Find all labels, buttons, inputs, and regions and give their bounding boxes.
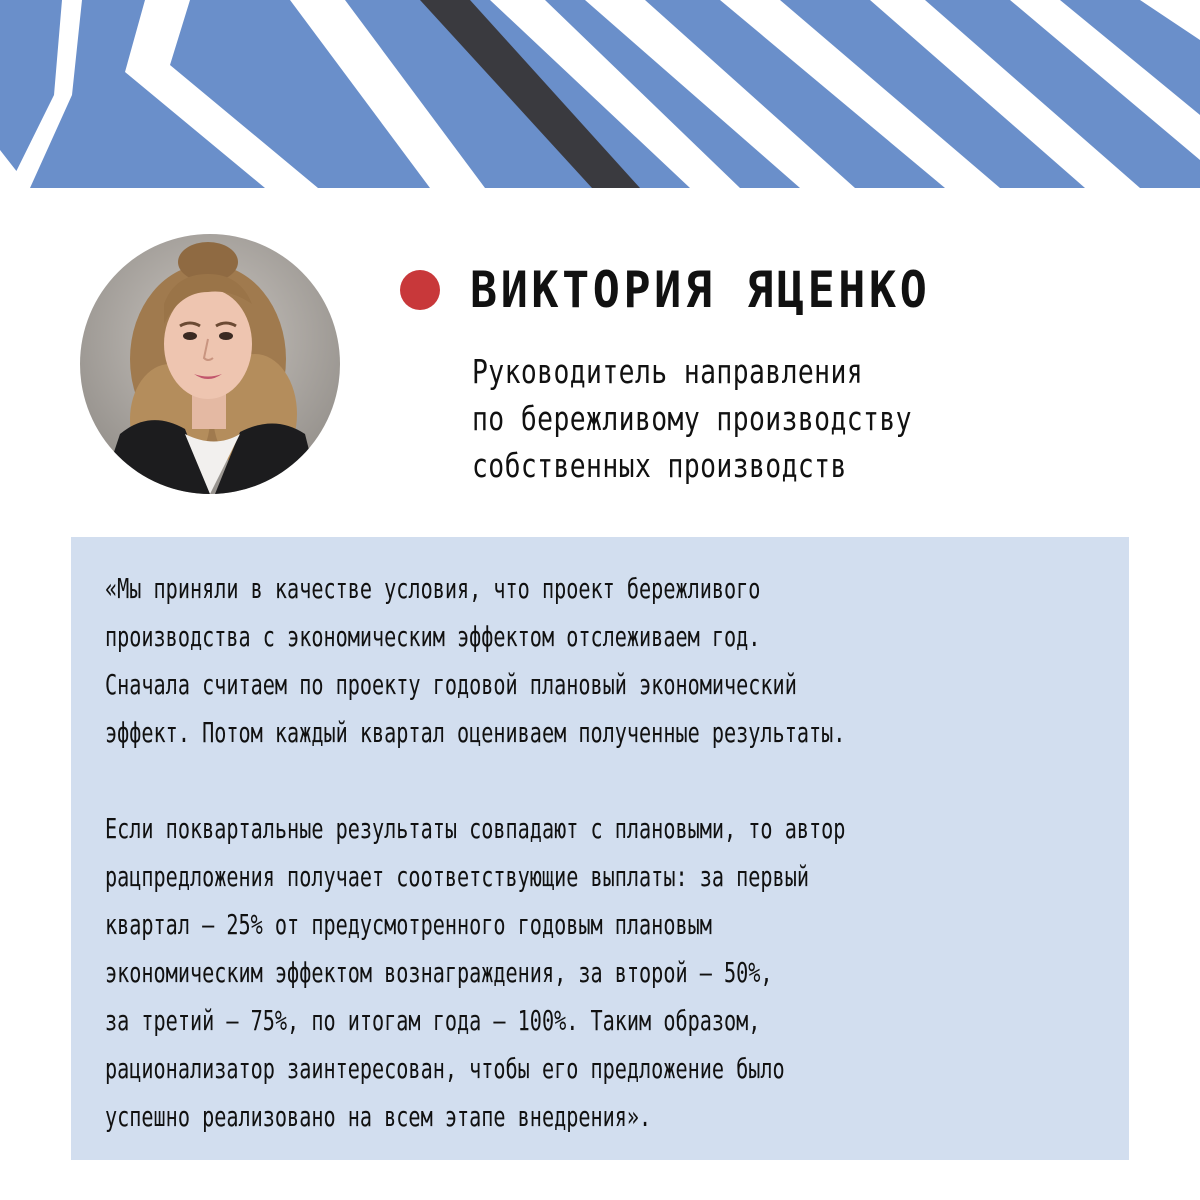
speaker-name: ВИКТОРИЯ ЯЦЕНКО	[470, 261, 931, 319]
speaker-role	[472, 348, 1152, 489]
quote-line: успешно реализовано на всем этапе внедрения».	[105, 1100, 652, 1133]
chevron-stripes-graphic	[0, 0, 1200, 188]
quote-line: за третий – 75%, по итогам года – 100%. Таким образом,	[105, 1004, 761, 1037]
speaker-name-row	[400, 262, 982, 318]
speaker-role-line: Руководитель направления	[472, 352, 864, 391]
quote-box	[71, 537, 1129, 1160]
quote-line: Если поквартальные результаты совпадают с плановыми, то автор	[105, 812, 846, 845]
avatar	[80, 234, 340, 494]
paragraph-gap	[105, 757, 1105, 805]
quote-line: Сначала считаем по проекту годовой плановый экономический	[105, 668, 797, 701]
quote-line: рационализатор заинтересован, чтобы его предложение было	[105, 1052, 785, 1085]
speaker-role-line: собственных производств	[472, 446, 847, 485]
portrait-illustration	[80, 234, 340, 494]
quote-line: «Мы приняли в качестве условия, что проект бережливого	[105, 572, 761, 605]
quote-text	[105, 565, 1105, 1141]
header-banner	[0, 0, 1200, 188]
quote-line: эффект. Потом каждый квартал оцениваем полученные результаты.	[105, 716, 846, 749]
quote-line: рацпредложения получает соответствующие выплаты: за первый	[105, 860, 809, 893]
quote-line: производства с экономическим эффектом отслеживаем год.	[105, 620, 761, 653]
speaker-role-line: по бережливому производству	[472, 399, 912, 438]
quote-line: экономическим эффектом вознаграждения, за второй – 50%,	[105, 956, 773, 989]
red-dot-icon	[400, 270, 440, 310]
quote-line: квартал – 25% от предусмотренного годовым плановым	[105, 908, 712, 941]
